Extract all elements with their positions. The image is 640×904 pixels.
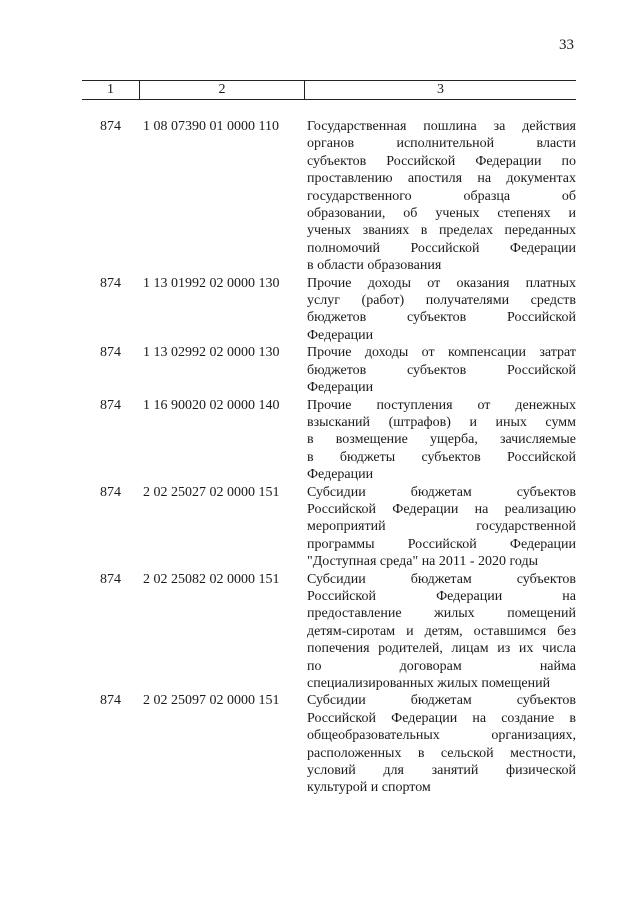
column-header-3: 3 xyxy=(437,82,444,97)
description-line: полномочий Российской Федерации xyxy=(307,240,576,256)
admin-code-cell: 874 xyxy=(100,275,121,291)
admin-code-cell: 874 xyxy=(100,484,121,500)
description-line: субъектов Российской Федерации по xyxy=(307,153,576,169)
description-line: по договорам найма xyxy=(307,658,576,674)
description-line: Субсидии бюджетам субъектов xyxy=(307,571,576,587)
revenue-description-cell xyxy=(303,344,576,396)
table-row xyxy=(82,571,576,693)
description-line: мероприятий государственной xyxy=(307,519,576,535)
table-body xyxy=(82,118,576,797)
budget-classification-code-cell: 2 02 25082 02 0000 151 xyxy=(143,571,280,587)
revenue-description-cell xyxy=(303,118,576,275)
description-line: Государственная пошлина за действия xyxy=(307,119,576,134)
description-line: Субсидии бюджетам субъектов xyxy=(307,693,576,709)
description-line: детям-сиротам и детям, оставшимся без xyxy=(307,623,576,639)
budget-classification-code-cell: 1 13 01992 02 0000 130 xyxy=(143,275,280,291)
description-line: Прочие поступления от денежных xyxy=(307,397,576,413)
admin-code-cell: 874 xyxy=(100,119,121,134)
description-line: государственного образца об xyxy=(307,188,576,204)
table-row xyxy=(82,275,576,345)
table-header-row xyxy=(82,80,576,100)
description-line: Российской Федерации на реализацию xyxy=(307,501,576,517)
description-line: органов исполнительной власти xyxy=(307,136,576,152)
description-line: в возмещение ущерба, зачисляемые xyxy=(307,432,576,448)
description-line: бюджетов субъектов Российской xyxy=(307,310,576,326)
budget-classification-code-cell: 1 16 90020 02 0000 140 xyxy=(143,397,280,413)
description-line: предоставление жилых помещений xyxy=(307,606,576,622)
description-line: общеобразовательных организациях, xyxy=(307,728,576,744)
revenue-description-cell xyxy=(303,484,576,571)
description-line: в области образования xyxy=(307,258,442,274)
description-line: программы Российской Федерации xyxy=(307,536,576,552)
description-line: расположенных в сельской местности, xyxy=(307,745,576,761)
table-row xyxy=(82,118,576,275)
table-row xyxy=(82,344,576,396)
table-row xyxy=(82,397,576,484)
page-number: 33 xyxy=(559,37,574,53)
description-line: проставлению апостиля на документах xyxy=(307,171,576,187)
description-line: "Доступная среда" на 2011 - 2020 годы xyxy=(307,554,539,570)
revenue-codes-table xyxy=(82,80,576,797)
description-line: Прочие доходы от оказания платных xyxy=(307,275,576,291)
description-line: взысканий (штрафов) и иных сумм xyxy=(307,414,576,430)
budget-classification-code-cell: 2 02 25027 02 0000 151 xyxy=(143,484,280,500)
description-line: специализированных жилых помещений xyxy=(307,676,551,691)
description-line: Субсидии бюджетам субъектов xyxy=(307,484,576,500)
revenue-description-cell xyxy=(303,571,576,693)
budget-classification-code-cell: 1 08 07390 01 0000 110 xyxy=(143,119,279,134)
description-line: Федерации xyxy=(307,327,374,343)
description-line: Российской Федерации на xyxy=(307,588,576,604)
description-line: Прочие доходы от компенсации затрат xyxy=(307,345,576,361)
description-line: Российской Федерации на создание в xyxy=(307,710,576,726)
admin-code-cell: 874 xyxy=(100,397,121,413)
admin-code-cell: 874 xyxy=(100,345,121,361)
table-row xyxy=(82,692,576,796)
description-line: культурой и спортом xyxy=(307,780,431,796)
description-line: услуг (работ) получателями средств xyxy=(307,293,576,309)
description-line: в бюджеты субъектов Российской xyxy=(307,449,576,465)
revenue-description-cell xyxy=(303,692,576,796)
column-header-1: 1 xyxy=(82,81,140,99)
description-line: ученых званиях в пределах переданных xyxy=(307,223,576,239)
admin-code-cell: 874 xyxy=(100,571,121,587)
admin-code-cell: 874 xyxy=(100,693,121,709)
description-line: Федерации xyxy=(307,380,374,396)
budget-classification-code-cell: 1 13 02992 02 0000 130 xyxy=(143,345,280,361)
revenue-description-cell xyxy=(303,275,576,345)
budget-classification-code-cell: 2 02 25097 02 0000 151 xyxy=(143,693,280,709)
description-line: Федерации xyxy=(307,467,374,483)
table-row xyxy=(82,484,576,571)
revenue-description-cell xyxy=(303,397,576,484)
column-header-2: 2 xyxy=(140,81,305,99)
description-line: попечения родителей, лицам из их числа xyxy=(307,641,576,657)
description-line: образовании, об ученых степенях и xyxy=(307,206,576,222)
description-line: бюджетов субъектов Российской xyxy=(307,362,576,378)
description-line: условий для занятий физической xyxy=(307,763,576,779)
